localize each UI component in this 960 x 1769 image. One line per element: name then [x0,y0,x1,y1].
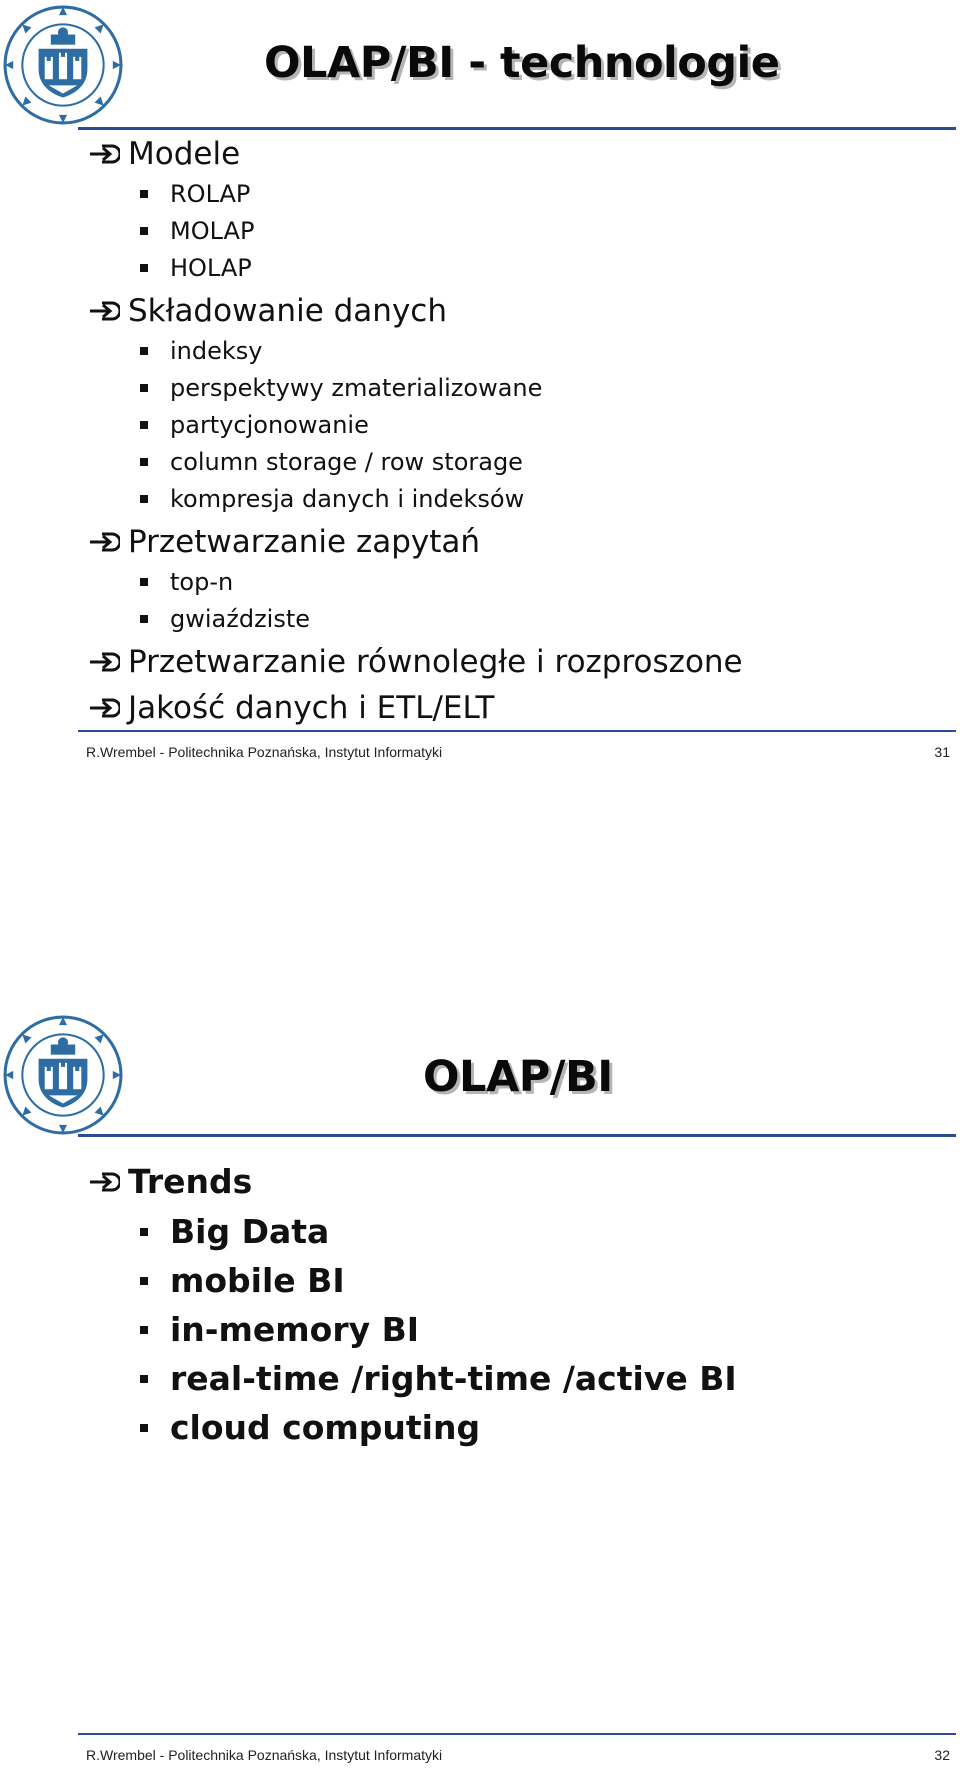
footer-text: R.Wrembel - Politechnika Poznańska, Instytut Informatyki [86,1747,443,1763]
arrow-bullet-icon [88,651,120,673]
page-number: 31 [934,744,950,760]
list-item: perspektywy zmaterializowane [140,374,542,402]
arrow-bullet-icon [88,143,120,165]
list-item: in-memory BI [140,1310,419,1349]
footer-rule [78,1733,956,1735]
list-item: gwiaździste [140,605,310,633]
section-query-processing [88,524,480,560]
square-bullet-icon [140,1277,148,1285]
list-item: HOLAP [140,254,252,282]
section-parallel-processing [88,644,743,680]
square-bullet-icon [140,615,148,623]
arrow-bullet-icon [88,697,120,719]
section-trends [88,1162,252,1201]
list-item: indeksy [140,337,262,365]
list-item: column storage / row storage [140,448,523,476]
university-logo-icon [2,1014,124,1136]
arrow-bullet-icon [88,531,120,553]
section-label: Trends [128,1162,253,1201]
square-bullet-icon [140,384,148,392]
section-label: Jakość danych i ETL/ELT [128,690,495,726]
section-models [88,136,240,172]
list-item: partycjonowanie [140,411,369,439]
slide-title: OLAP/BI [423,1052,613,1102]
list-item: kompresja danych i indeksów [140,485,524,513]
section-data-quality [88,690,494,726]
header-rule [78,1134,956,1137]
square-bullet-icon [140,1375,148,1383]
university-logo-icon [2,4,124,126]
section-label: Składowanie danych [128,293,447,329]
footer-rule [78,730,956,732]
square-bullet-icon [140,1424,148,1432]
section-label: Modele [128,136,241,172]
arrow-bullet-icon [88,300,120,322]
slide-31 [0,0,960,770]
list-item: Big Data [140,1212,329,1251]
section-storage [88,293,447,329]
slide-32 [0,1010,960,1769]
list-item: ROLAP [140,180,250,208]
square-bullet-icon [140,347,148,355]
list-item: cloud computing [140,1408,480,1447]
square-bullet-icon [140,264,148,272]
list-item: mobile BI [140,1261,345,1300]
list-item: MOLAP [140,217,254,245]
section-label: Przetwarzanie równoległe i rozproszone [128,644,743,680]
square-bullet-icon [140,1326,148,1334]
square-bullet-icon [140,1228,148,1236]
list-item: real-time /right-time /active BI [140,1359,737,1398]
page-number: 32 [934,1747,950,1763]
square-bullet-icon [140,458,148,466]
footer-text: R.Wrembel - Politechnika Poznańska, Instytut Informatyki [86,744,443,760]
square-bullet-icon [140,421,148,429]
slide-title: OLAP/BI - technologie [264,38,780,88]
section-label: Przetwarzanie zapytań [128,524,481,560]
square-bullet-icon [140,227,148,235]
header-rule [78,127,956,130]
arrow-bullet-icon [88,1171,120,1193]
square-bullet-icon [140,495,148,503]
square-bullet-icon [140,190,148,198]
square-bullet-icon [140,578,148,586]
list-item: top-n [140,568,233,596]
